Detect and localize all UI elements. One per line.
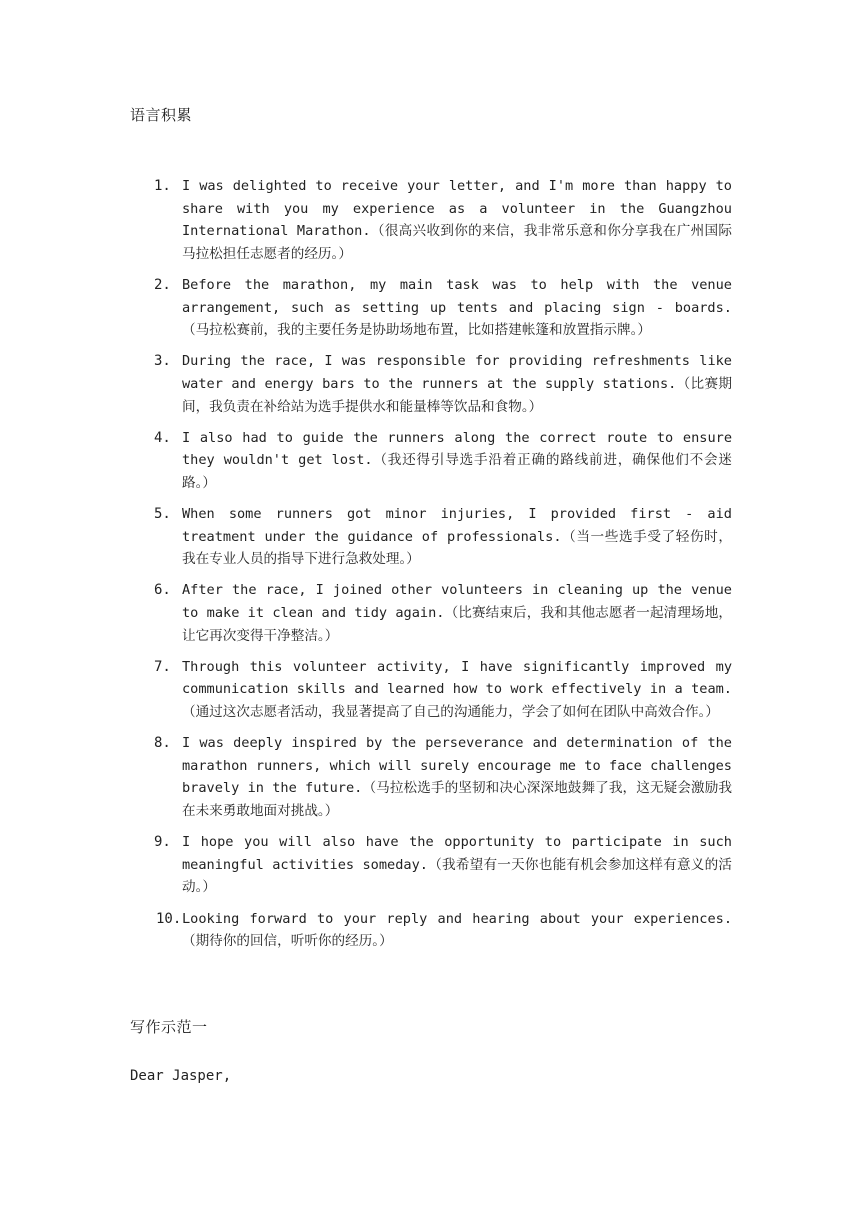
item-text: I hope you will also have the opportunity to participate in such meaningful activities someday.（我希望有一天你也能有机会参加这样有意义的活动。） xyxy=(182,834,732,896)
item-text: After the race, I joined other volunteers in cleaning up the venue to make it clean and tidy again.（比赛结束后，我和其他志愿者一起清理场地，让它再次变得干净整洁。） xyxy=(182,582,732,644)
item-text: I also had to guide the runners along the correct route to ensure they wouldn't get lost.（我还得引导选手沿着正确的路线前进，确保他们不会迷路。） xyxy=(182,429,732,491)
item-number: 3. xyxy=(154,353,171,370)
list-item xyxy=(130,732,732,822)
item-number: 10. xyxy=(156,910,182,927)
list-item xyxy=(130,274,732,342)
list-item xyxy=(130,656,732,724)
item-text: I was deeply inspired by the perseverance and determination of the marathon runners, which will surely encourage me to face challenges bravely in the future.（马拉松选手的坚韧和决心深深地鼓舞了我，这无疑会激励我在未来勇敢地面对挑战。） xyxy=(182,735,732,819)
item-number: 2. xyxy=(154,276,171,293)
item-number: 5. xyxy=(154,506,171,523)
item-number: 9. xyxy=(154,834,171,851)
writing-sample-title: 写作示范一 xyxy=(130,1018,208,1036)
list-item xyxy=(130,908,732,953)
list-item xyxy=(130,427,732,495)
item-text: I was delighted to receive your letter, and I'm more than happy to share with you my experience as a volunteer in the Guangzhou International Marathon.（很高兴收到你的来信，我非常乐意和你分享我在广州国际马拉松担任志愿者的经历。） xyxy=(182,178,732,262)
list-item xyxy=(130,831,732,899)
sentence-list xyxy=(130,175,732,961)
item-number: 8. xyxy=(154,735,171,752)
item-text: During the race, I was responsible for providing refreshments like water and energy bars to the runners at the supply stations.（比赛期间，我负责在补给站为选手提供水和能量棒等饮品和食物。） xyxy=(182,353,732,415)
item-text: When some runners got minor injuries, I provided first - aid treatment under the guidance of professionals.（当一些选手受了轻伤时，我在专业人员的指导下进行急救处理。） xyxy=(182,506,732,568)
item-number: 6. xyxy=(154,582,171,599)
item-number: 7. xyxy=(154,658,171,675)
list-item xyxy=(130,175,732,265)
item-number: 1. xyxy=(154,178,171,194)
section-title: 语言积累 xyxy=(130,106,193,124)
item-text: Through this volunteer activity, I have significantly improved my communication skills and learned how to work effectively in a team.（通过这次志愿者活动，我显著提高了自己的沟通能力，学会了如何在团队中高效合作。） xyxy=(182,658,732,721)
letter-greeting: Dear Jasper, xyxy=(130,1068,232,1084)
list-item xyxy=(130,503,732,571)
item-number: 4. xyxy=(154,429,171,446)
list-item xyxy=(130,350,732,418)
list-item xyxy=(130,579,732,647)
item-text: Looking forward to your reply and hearing about your experiences.（期待你的回信，听听你的经历。） xyxy=(182,910,732,950)
item-text: Before the marathon, my main task was to help with the venue arrangement, such as setting up tents and placing sign - boards.（马拉松赛前，我的主要任务是协助场地布置，比如搭建帐篷和放置指示牌。） xyxy=(182,276,732,339)
